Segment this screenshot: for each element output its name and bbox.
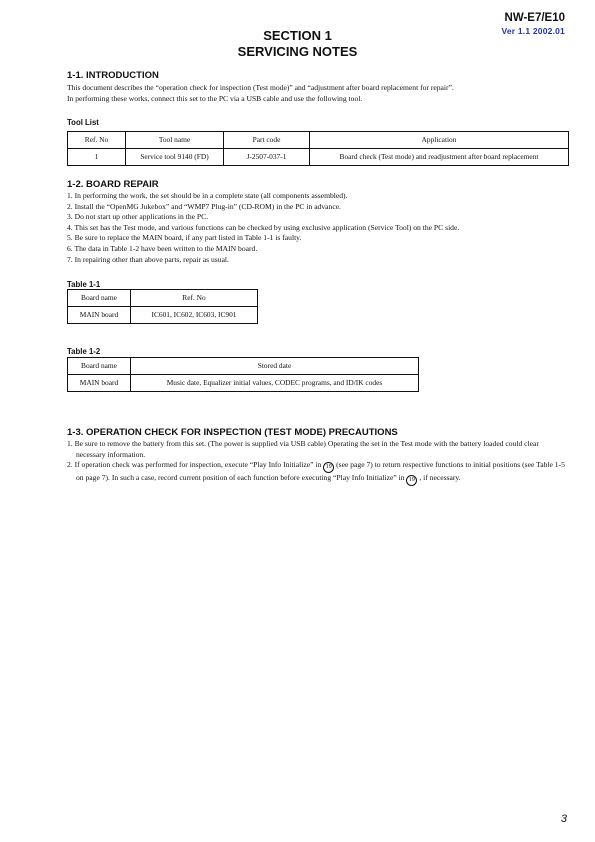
table-header-cell: Ref. No (131, 290, 258, 307)
table-cell: IC601, IC602, IC603, IC901 (131, 307, 258, 324)
table2-caption: Table 1-2 (67, 347, 101, 356)
test-mode-heading: 1-3. OPERATION CHECK FOR INSPECTION (TEST MODE) PRECAUTIONS (67, 427, 398, 438)
table-header-cell: Ref. No (68, 132, 126, 149)
section-title: SERVICING NOTES (237, 44, 358, 59)
section-number: SECTION 1 (263, 28, 332, 43)
table-row (68, 149, 569, 166)
table2 (67, 357, 419, 392)
tool-list-caption: Tool List (67, 118, 99, 127)
table-header-cell: Part code (224, 132, 310, 149)
table-row (68, 375, 419, 392)
test-mode-list (67, 439, 567, 486)
list-item: 7. In repairing other than above parts, repair as usual. (67, 254, 229, 264)
model-name: NW-E7/E10 (504, 12, 565, 24)
table-header-cell: Tool name (126, 132, 224, 149)
list-item: 6. The data in Table 1-2 have been written to the MAIN board. (67, 243, 258, 253)
table-header-cell: Stored date (131, 358, 419, 375)
intro-text (67, 83, 567, 104)
table-header-cell: Board name (68, 290, 131, 307)
item-text: , if necessary. (419, 473, 461, 483)
table1 (67, 289, 258, 324)
board-repair-heading: 1-2. BOARD REPAIR (67, 179, 159, 190)
list-item: 1. In performing the work, the set should be in a complete state (all components assembled). (67, 191, 348, 200)
table-cell: MAIN board (68, 375, 131, 392)
table-header-row (68, 358, 419, 375)
version-label: Ver 1.1 2002.01 (501, 26, 565, 36)
table-cell: Music date, Equalizer initial values, CODEC programs, and ID/IK codes (131, 375, 419, 392)
list-item: 4. This set has the Test mode, and various functions can be checked by using exclusive application (Service Tool) on the PC side. (67, 222, 460, 232)
board-repair-list (67, 191, 567, 265)
table-cell: Service tool 9140 (FD) (126, 149, 224, 166)
table-header-row (68, 132, 569, 149)
intro-line-2: In performing these works, connect this set to the PC via a USB cable and use the following tool. (67, 93, 363, 103)
table1-caption: Table 1-1 (67, 280, 101, 289)
table-header-cell: Application (310, 132, 569, 149)
intro-line-1: This document describes the “operation check for inspection (Test mode)” and “adjustment after board replacement for repair”. (67, 83, 454, 92)
list-item: 2. Install the “OpenMG Jukebox” and “WMP7 Plug-in” (CD-ROM) in the PC in advance. (67, 201, 341, 211)
table-cell: J-2507-037-1 (224, 149, 310, 166)
list-item: 1. Be sure to remove the battery from this set. (The power is supplied via USB cable) Operating the set in the Test mode with the battery loaded could clear necessary information. (67, 439, 539, 459)
intro-heading: 1-1. INTRODUCTION (67, 70, 159, 81)
table-cell: 1 (68, 149, 126, 166)
table-header-row (68, 290, 258, 307)
table-cell: Board check (Test mode) and readjustment after board replacement (310, 149, 569, 166)
item-text: 2. If operation check was performed for inspection, execute “Play Info Initialize” in (67, 460, 322, 470)
tool-list-table (67, 131, 569, 166)
table-row (68, 307, 258, 324)
list-item: 3. Do not start up other applications in the PC. (67, 212, 209, 222)
table-header-cell: Board name (68, 358, 131, 375)
item-text: (see page 7) to return respective functions to initial positions (see Table 1-5 on page 7). In such a case, record current position of each function before executing “Play Info Initialize” in (76, 460, 565, 483)
list-item (67, 460, 567, 486)
circled-number-icon: 19 (406, 475, 417, 486)
circled-number-icon: 19 (323, 462, 334, 473)
table-cell: MAIN board (68, 307, 131, 324)
page-number: 3 (560, 813, 567, 825)
list-item: 5. Be sure to replace the MAIN board, if any part listed in Table 1-1 is faulty. (67, 233, 302, 243)
